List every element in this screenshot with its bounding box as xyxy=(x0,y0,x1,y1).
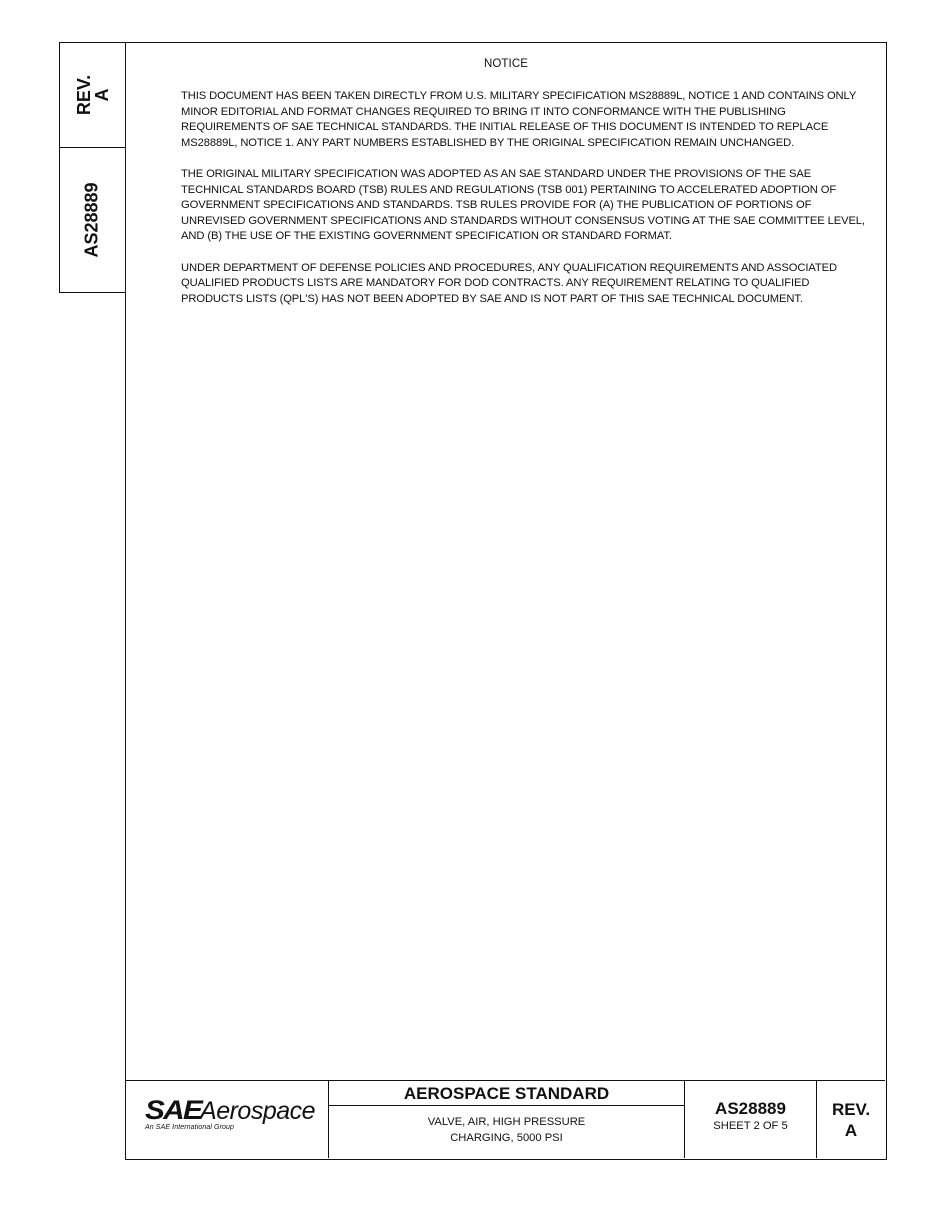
notice-paragraph: THE ORIGINAL MILITARY SPECIFICATION WAS ADOPTED AS AN SAE STANDARD UNDER THE PROVISIONS OF THE SAE TECHNICAL STANDARDS BOARD (TSB) RULES AND REGULATIONS (TSB 001) PERTAINING TO ACCELERATED ADOPTION OF GOVERNMENT SPECIFICATIONS AND STANDARDS. TSB RULES PROVIDE FOR (A) THE PUBLICATION OF PORTIONS OF UNREVISED GOVERNMENT SPECIFICATIONS AND STANDARDS WITHOUT CONSENSUS VOTING AT THE SAE COMMITTEE LEVEL, AND (B) THE USE OF THE EXISTING GOVERNMENT SPECIFICATION OR STANDARD FORMAT. xyxy=(181,167,865,243)
revision xyxy=(817,1099,885,1141)
notice-paragraph: THIS DOCUMENT HAS BEEN TAKEN DIRECTLY FROM U.S. MILITARY SPECIFICATION MS28889L, NOTICE 1 AND CONTAINS ONLY MINOR EDITORIAL AND FORMAT CHANGES REQUIRED TO BRING IT INTO CONFORMANCE WITH THE PUBLISHING REQUIREMENTS OF SAE TECHNICAL STANDARDS. THE INITIAL RELEASE OF THIS DOCUMENT IS INTENDED TO REPLACE MS28889L, NOTICE 1. ANY PART NUMBERS ESTABLISHED BY THE ORIGINAL SPECIFICATION REMAIN UNCHANGED. xyxy=(181,90,856,149)
side-rev-label: REV. xyxy=(74,74,94,116)
notice-title: NOTICE xyxy=(483,58,529,70)
title-block xyxy=(126,1080,885,1158)
subject-line-2: CHARGING, 5000 PSI xyxy=(450,1131,563,1144)
document-number: AS28889 xyxy=(715,1099,786,1118)
subject-line-1: VALVE, AIR, HIGH PRESSURE xyxy=(427,1116,586,1128)
page-frame xyxy=(125,42,887,1160)
notice-paragraph: UNDER DEPARTMENT OF DEFENSE POLICIES AND PROCEDURES, ANY QUALIFICATION REQUIREMENTS AND ASSOCIATED QUALIFIED PRODUCTS LISTS ARE MANDATORY FOR DOD CONTRACTS. ANY REQUIREMENT RELATING TO QUALIFIED PRODUCTS LISTS (QPL'S) HAS NOT BEEN ADOPTED BY SAE AND IS NOT PART OF THIS SAE TECHNICAL DOCUMENT. xyxy=(181,261,837,305)
side-rev-value: A xyxy=(92,88,112,102)
side-document-number: AS28889 xyxy=(81,182,102,258)
standard-subject xyxy=(329,1115,684,1146)
title-block-revision-cell xyxy=(817,1081,885,1158)
logo-tagline: An SAE International Group xyxy=(145,1124,234,1131)
notice-body xyxy=(181,89,871,323)
title-block-title-cell xyxy=(329,1081,685,1158)
standard-heading: AEROSPACE STANDARD xyxy=(329,1081,684,1106)
side-revision-cell xyxy=(60,43,126,148)
sae-aerospace-logo xyxy=(145,1097,320,1131)
revision-label: REV. xyxy=(831,1100,871,1119)
revision-value: A xyxy=(844,1121,858,1140)
title-block-logo-cell xyxy=(126,1081,329,1158)
sheet-number: SHEET 2 OF 5 xyxy=(713,1120,788,1132)
title-block-document-cell xyxy=(685,1081,817,1158)
side-document-cell xyxy=(60,148,126,292)
logo-brand: SAE xyxy=(145,1095,202,1125)
logo-product: Aerospace xyxy=(200,1097,316,1125)
side-revision-label xyxy=(75,75,111,115)
side-margin-box xyxy=(59,42,126,293)
